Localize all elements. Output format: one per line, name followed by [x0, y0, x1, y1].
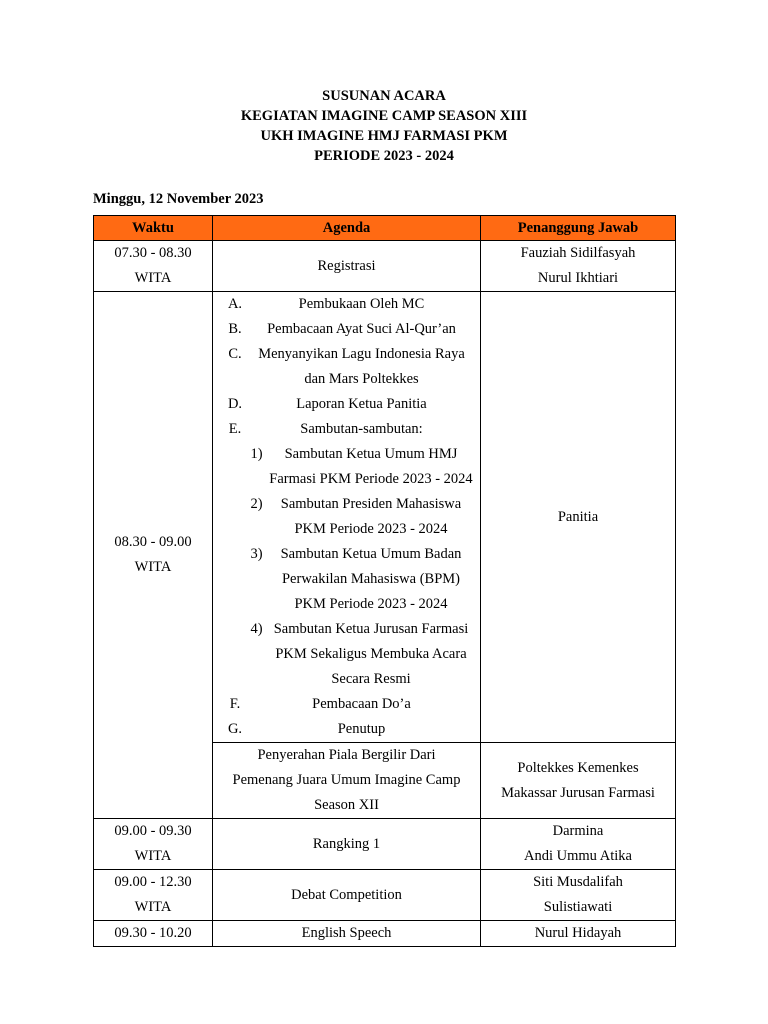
cell-waktu — [94, 870, 213, 921]
list-item: B. Pembacaan Ayat Suci Al-Qur’an — [228, 321, 456, 337]
waktu-line: 08.30 - 09.00 — [114, 534, 192, 550]
cell-penanggung-jawab — [481, 819, 676, 870]
document-header — [0, 86, 768, 166]
column-header-agenda: Agenda — [213, 216, 481, 241]
waktu-zone: WITA — [134, 270, 172, 286]
cell-penanggung-jawab — [481, 743, 676, 819]
date-label: Minggu, 12 November 2023 — [93, 191, 264, 207]
agenda-line: Pemenang Juara Umum Imagine Camp — [232, 772, 461, 788]
pj-name: Fauziah Sidilfasyah — [520, 245, 636, 261]
pj-name: Darmina — [552, 823, 604, 839]
header-line-4: PERIODE 2023 - 2024 — [314, 148, 454, 164]
header-line-1: SUSUNAN ACARA — [322, 88, 446, 104]
waktu-line: 09.00 - 09.30 — [114, 823, 192, 839]
pj-name: Sulistiawati — [543, 899, 613, 915]
waktu-line: 07.30 - 08.30 — [114, 245, 192, 261]
header-line-2: KEGIATAN IMAGINE CAMP SEASON XIII — [240, 108, 528, 124]
pj-name: Makassar Jurusan Farmasi — [501, 784, 655, 801]
cell-waktu — [94, 241, 213, 292]
list-item: D. Laporan Ketua Panitia — [227, 396, 427, 412]
waktu-line: 09.00 - 12.30 — [114, 874, 192, 890]
cell-waktu — [94, 292, 213, 819]
cell-penanggung-jawab: Nurul Hidayah — [481, 921, 676, 947]
cell-penanggung-jawab: Panitia — [481, 292, 676, 743]
cell-penanggung-jawab — [481, 241, 676, 292]
table-row — [94, 241, 676, 292]
cell-agenda: Registrasi — [213, 241, 481, 292]
list-item: G. Penutup — [227, 721, 386, 737]
cell-agenda — [213, 743, 481, 819]
sub-list-item: 4) Sambutan Ketua Jurusan Farmasi PKM Sekaligus Membuka Acara Secara Resmi — [250, 621, 469, 687]
header-line-3: UKH IMAGINE HMJ FARMASI PKM — [260, 128, 508, 144]
table-row — [94, 819, 676, 870]
sub-list-item: 3) Sambutan Ketua Umum Badan Perwakilan Mahasiswa (BPM) PKM Periode 2023 - 2024 — [250, 546, 462, 612]
cell-waktu — [94, 819, 213, 870]
cell-penanggung-jawab — [481, 870, 676, 921]
sub-list-item: 2) Sambutan Presiden Mahasiswa PKM Periode 2023 - 2024 — [250, 496, 462, 537]
table-header-row — [94, 216, 676, 241]
pj-name: Nurul Ikhtiari — [537, 270, 619, 286]
waktu-zone: WITA — [134, 559, 172, 575]
table-row — [94, 921, 676, 947]
table-row — [94, 292, 676, 743]
pj-name: Andi Ummu Atika — [524, 848, 632, 864]
cell-agenda: English Speech — [213, 921, 481, 947]
list-item: E. Sambutan-sambutan: — [228, 421, 423, 437]
cell-agenda: Debat Competition — [213, 870, 481, 921]
column-header-penanggung-jawab: Penanggung Jawab — [481, 216, 676, 241]
agenda-line: Season XII — [314, 797, 379, 813]
pj-name: Siti Musdalifah — [533, 874, 623, 890]
cell-agenda-list — [213, 292, 481, 743]
schedule-table — [93, 215, 676, 947]
pj-name: Poltekkes Kemenkes — [517, 759, 639, 776]
table-row — [94, 870, 676, 921]
cell-agenda: Rangking 1 — [213, 819, 481, 870]
sub-list-item: 1) Sambutan Ketua Umum HMJ Farmasi PKM Periode 2023 - 2024 — [250, 446, 473, 487]
column-header-waktu: Waktu — [94, 216, 213, 241]
agenda-line: Penyerahan Piala Bergilir Dari — [257, 747, 436, 763]
list-item: A. Pembukaan Oleh MC — [227, 296, 425, 312]
list-item: F. Pembacaan Do’a — [229, 696, 411, 712]
list-item: C. Menyanyikan Lagu Indonesia Raya dan Mars Poltekkes — [228, 346, 465, 387]
waktu-zone: WITA — [134, 848, 172, 864]
cell-waktu: 09.30 - 10.20 — [94, 921, 213, 947]
waktu-zone: WITA — [134, 899, 172, 915]
